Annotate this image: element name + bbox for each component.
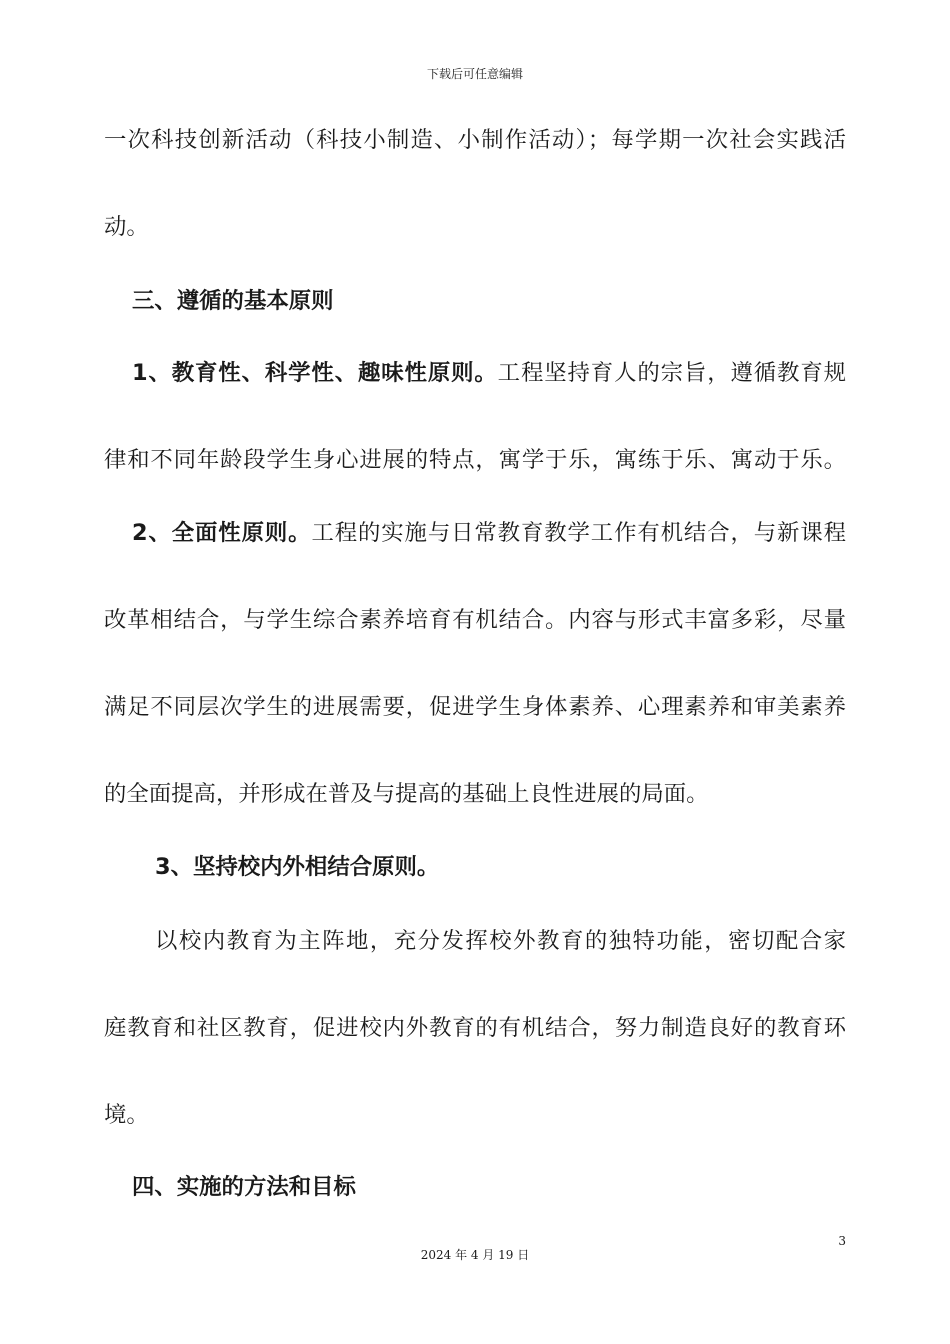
page-header: 下载后可任意编辑 (426, 67, 523, 81)
principle-3-heading: 3、坚持校内外相结合原则。 (155, 854, 440, 880)
footer-date: 2024 年 4 月 19 日 (420, 1248, 530, 1262)
body-line-9: 的全面提高，并形成在普及与提高的基础上良性进展的局面。 (104, 781, 709, 807)
body-line-13: 境。 (104, 1102, 149, 1128)
body-line-1: 一次科技创新活动（科技小制造、小制作活动）；每学期一次社会实践活 (104, 127, 846, 153)
body-line-2: 动。 (104, 214, 149, 240)
principle-1-text: 工程坚持育人的宗旨，遵循教育规 (497, 360, 846, 386)
body-line-5: 律和不同年龄段学生身心进展的特点，寓学于乐，寓练于乐、寓动于乐。 (104, 447, 846, 473)
body-line-11: 以校内教育为主阵地，充分发挥校外教育的独特功能，密切配合家 (155, 928, 846, 954)
principle-1-title: 1、教育性、科学性、趣味性原则。 (132, 360, 498, 386)
principle-2-title: 2、全面性原则。 (132, 520, 312, 546)
page-number: 3 (838, 1234, 846, 1248)
principle-2-line (132, 517, 846, 549)
body-line-8: 满足不同层次学生的进展需要，促进学生身体素养、心理素养和审美素养 (104, 694, 846, 720)
body-line-7: 改革相结合，与学生综合素养培育有机结合。内容与形式丰富多彩，尽量 (104, 607, 846, 633)
principle-2-text: 工程的实施与日常教育教学工作有机结合，与新课程 (311, 520, 846, 546)
section-3-heading: 三、遵循的基本原则 (132, 288, 334, 314)
principle-1-line (132, 357, 846, 389)
section-4-heading: 四、实施的方法和目标 (132, 1174, 356, 1200)
body-line-12: 庭教育和社区教育，促进校内外教育的有机结合，努力制造良好的教育环 (104, 1015, 846, 1041)
